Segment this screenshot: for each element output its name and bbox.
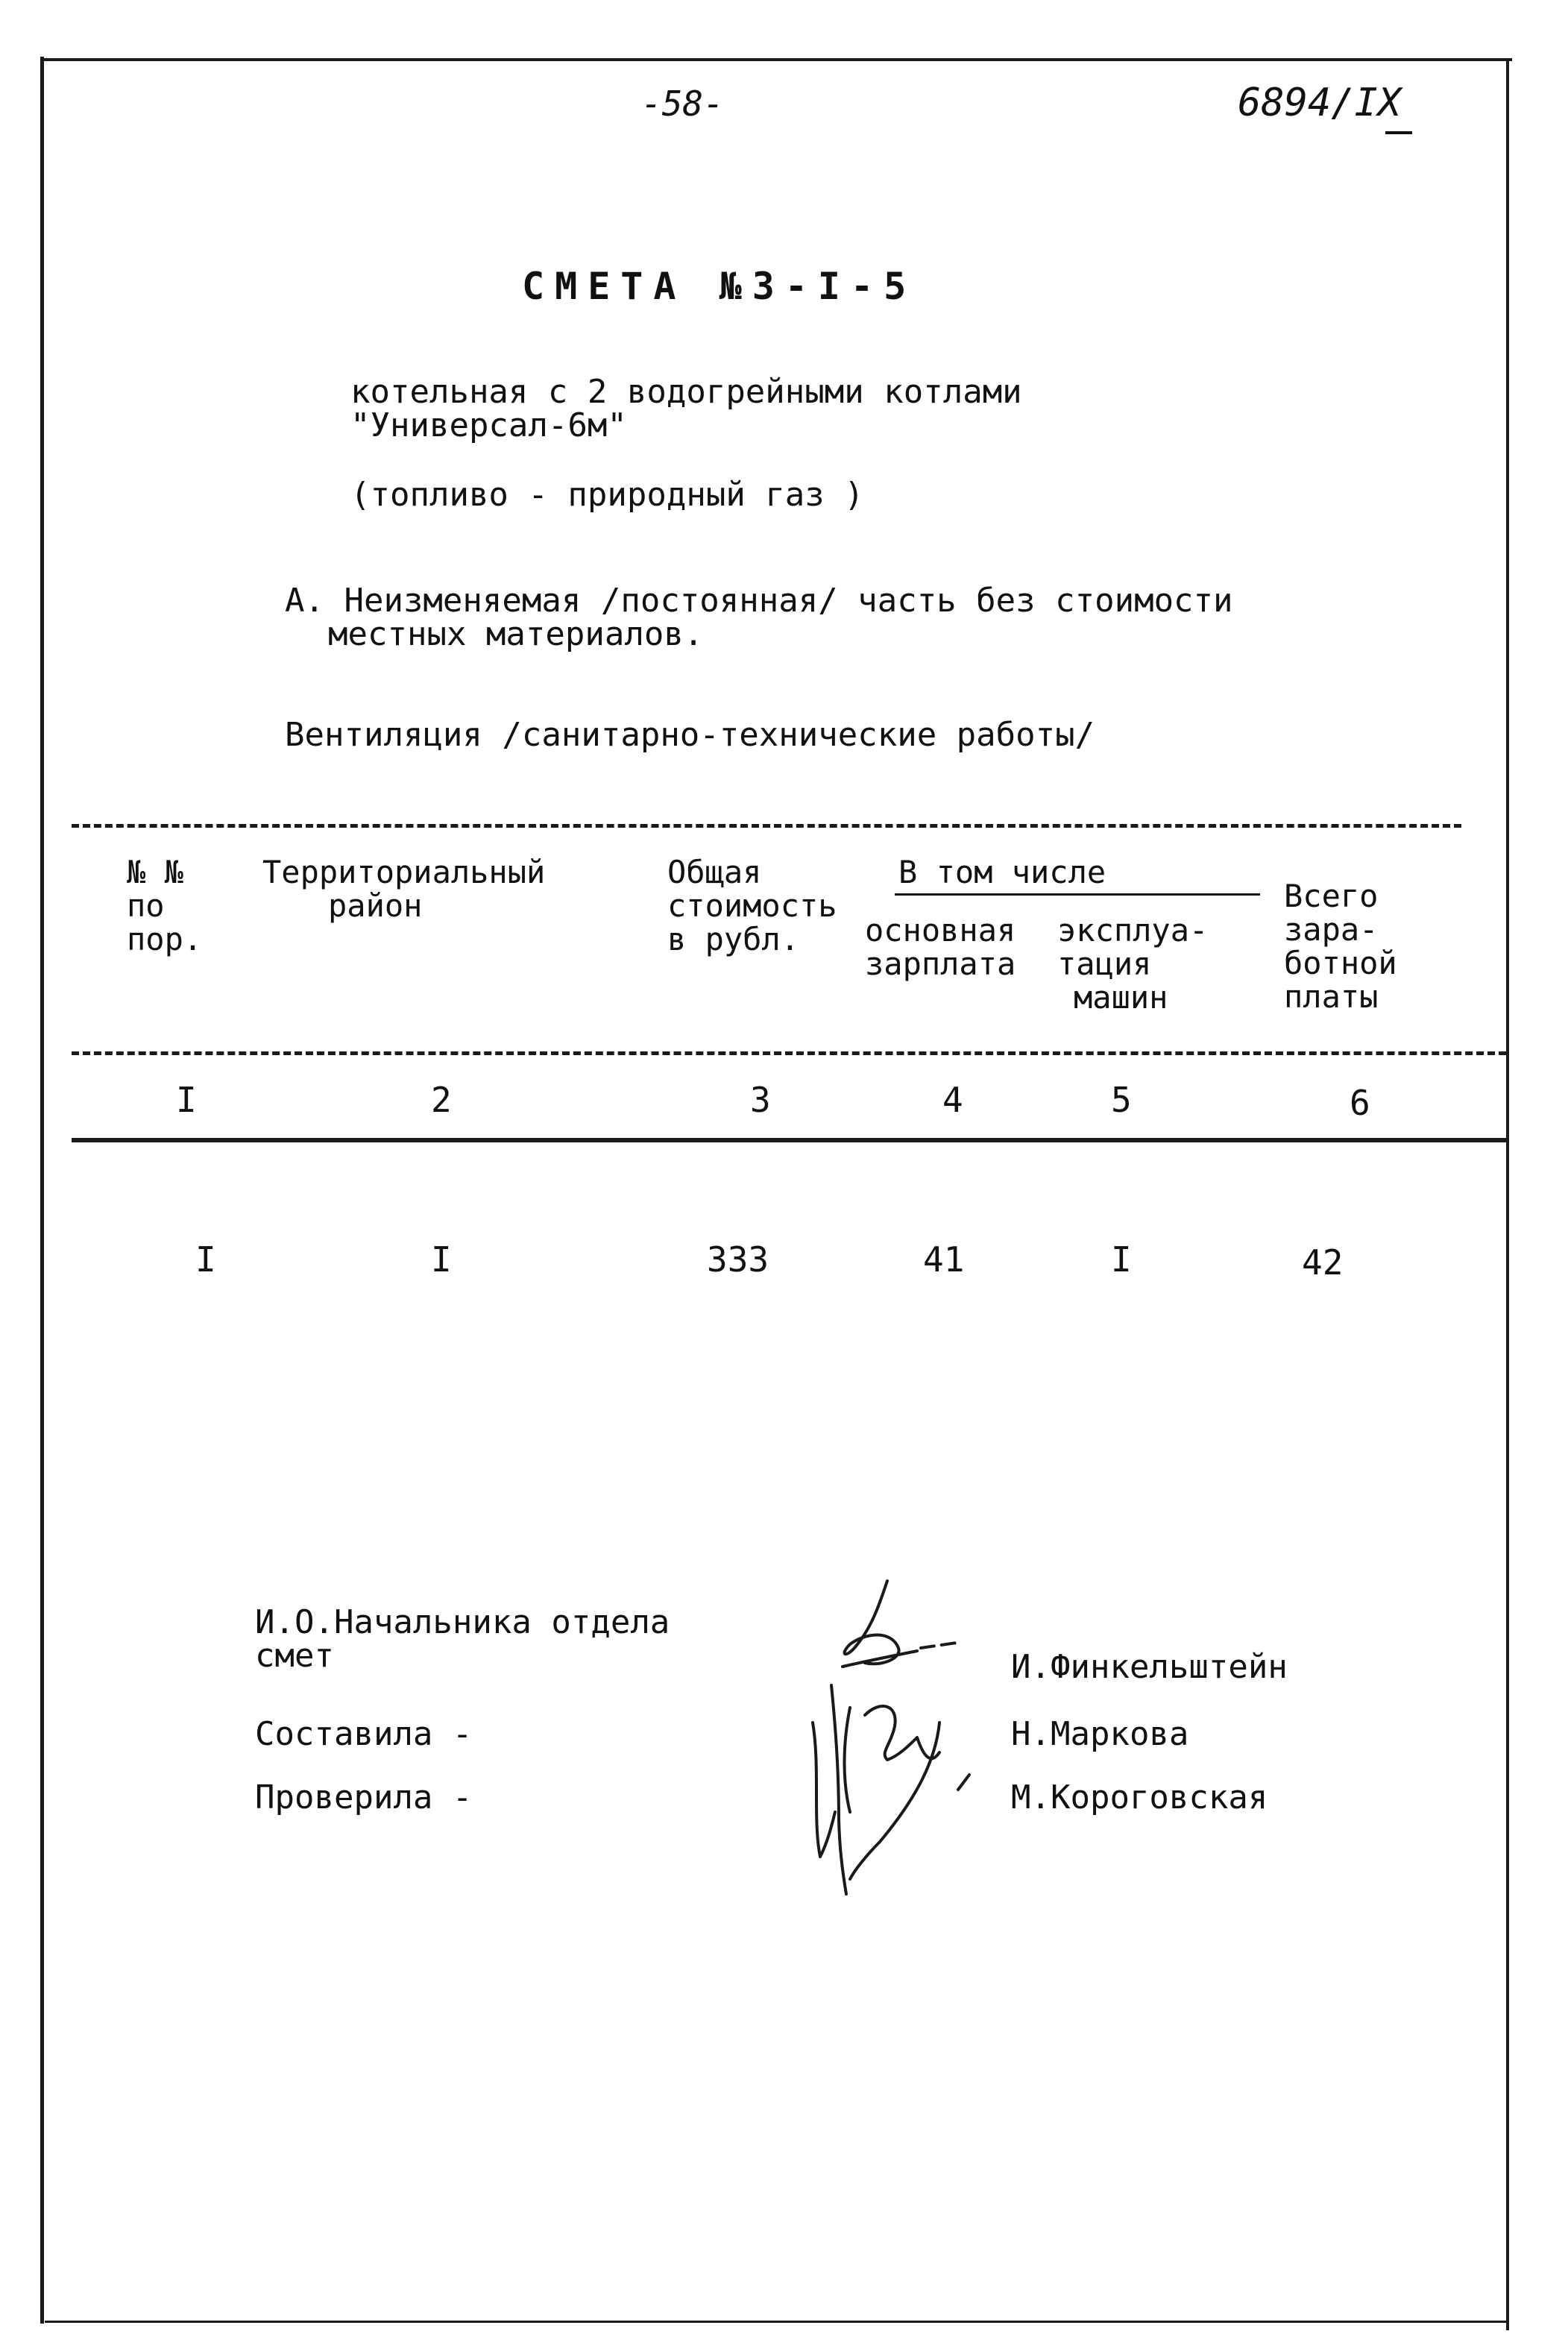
page-border-bottom [45,2321,1506,2323]
header-col-3-line-3: в рубл. [667,921,800,957]
column-number-1: I [176,1080,197,1120]
cell-row-1-machine-operation: I [1111,1239,1132,1280]
signer-3-name: М.Короговская [1011,1778,1268,1816]
header-col-3-line-1: Общая [667,854,762,890]
column-number-4: 4 [942,1080,963,1120]
table-top-rule [72,824,1461,828]
cell-row-1-number: I [195,1239,216,1280]
header-col-6-line-2: зара- [1284,911,1379,948]
signer-2-name: Н.Маркова [1011,1715,1189,1753]
cell-row-1-total-cost: 333 [707,1239,769,1280]
header-group-label: В том числе [898,854,1106,890]
page-number: -58- [641,84,724,124]
signer-1-name: И.Финкельштейн [1011,1648,1288,1686]
header-col-1-line-1: № № [127,854,183,890]
column-number-5: 5 [1111,1080,1132,1120]
table-numbers-rule [72,1138,1506,1142]
header-col-2-line-2: район [328,887,423,924]
header-col-6-line-3: ботной [1284,945,1397,981]
header-col-1-line-2: по [127,887,165,924]
section-a-line-2: местных материалов. [328,615,704,653]
object-description-line-1: котельная с 2 водогрейными котлами [350,373,1022,411]
work-type: Вентиляция /санитарно-технические работы/ [285,716,1095,754]
object-description-line-2: "Универсал-6м" [350,406,627,444]
page-border-right [1506,60,1509,2330]
column-number-2: 2 [431,1080,452,1120]
header-col-6-line-4: платы [1284,978,1379,1015]
signer-1-role-line-1: И.О.Начальника отдела [255,1603,670,1641]
header-col-4-line-1: основная [865,912,1016,949]
estimate-title: СМЕТА №3-I-5 [522,265,917,308]
section-a-line-1: А. Неизменяемая /постоянная/ часть без стоимости [285,582,1233,620]
fuel-type: (топливо - природный газ ) [350,476,864,514]
header-col-5-line-1: эксплуа- [1057,912,1209,949]
header-col-6-line-1: Всего [1284,878,1379,914]
column-number-3: 3 [750,1080,771,1120]
header-col-3-line-2: стоимость [667,887,837,924]
header-col-1-line-3: пор. [127,921,203,957]
header-col-5-line-3: машин [1074,979,1168,1016]
page-border-left [40,57,44,2324]
signer-3-role: Проверила - [255,1778,473,1816]
table-header-rule [72,1051,1506,1055]
header-col-5-line-2: тация [1057,946,1152,982]
header-group-underline [895,893,1260,896]
column-number-6: 6 [1350,1083,1370,1123]
document-number-underline [1385,131,1412,134]
page-border-top [43,58,1512,61]
document-number: 6894/IX [1238,81,1402,125]
cell-row-1-base-salary: 41 [923,1239,965,1280]
signer-1-role-line-2: смет [255,1637,334,1675]
header-col-4-line-2: зарплата [865,946,1016,982]
cell-row-1-total-salary: 42 [1302,1242,1344,1283]
signer-2-role: Составила - [255,1715,473,1753]
header-col-2-line-1: Территориальный [262,854,546,890]
handwritten-signatures [768,1573,1021,1902]
cell-row-1-district: I [431,1239,452,1280]
